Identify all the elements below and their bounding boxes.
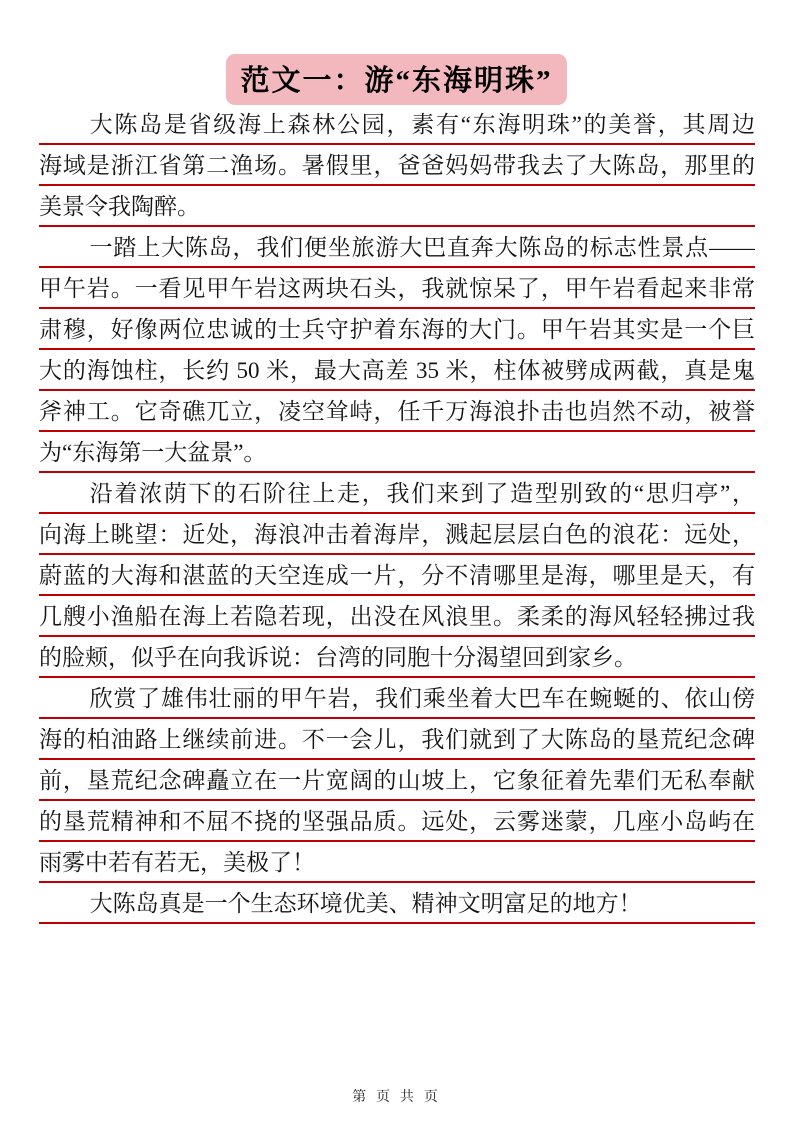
essay-line: 向海上眺望：近处，海浪冲击着海岸，溅起层层白色的浪花：远处，	[39, 514, 755, 555]
essay-line: 的脸颊，似乎在向我诉说：台湾的同胞十分渴望回到家乡。	[39, 637, 755, 678]
essay-line: 甲午岩。一看见甲午岩这两块石头，我就惊呆了，甲午岩看起来非常	[39, 268, 755, 309]
essay-line: 前，垦荒纪念碑矗立在一片宽阔的山坡上，它象征着先辈们无私奉献	[39, 760, 755, 801]
essay-line: 的垦荒精神和不屈不挠的坚强品质。远处，云雾迷蒙，几座小岛屿在	[39, 801, 755, 842]
essay-line: 美景令我陶醉。	[39, 186, 755, 227]
essay-line: 斧神工。它奇礁兀立，凌空耸峙，任千万海浪扑击也岿然不动，被誉	[39, 391, 755, 432]
page-footer: 第 页 共 页	[352, 1088, 441, 1104]
essay-body	[39, 104, 755, 924]
essay-line: 为“东海第一大盆景”。	[39, 432, 755, 473]
essay-line: 海域是浙江省第二渔场。暑假里，爸爸妈妈带我去了大陈岛，那里的	[39, 145, 755, 186]
page-title: 范文一：游“东海明珠”	[226, 54, 566, 105]
essay-line: 海的柏油路上继续前进。不一会儿，我们就到了大陈岛的垦荒纪念碑	[39, 719, 755, 760]
essay-line: 沿着浓荫下的石阶往上走，我们来到了造型别致的“思归亭”，	[39, 473, 755, 514]
title-row	[0, 54, 793, 100]
essay-line: 一踏上大陈岛，我们便坐旅游大巴直奔大陈岛的标志性景点——	[39, 227, 755, 268]
essay-line: 肃穆，好像两位忠诚的士兵守护着东海的大门。甲午岩其实是一个巨	[39, 309, 755, 350]
essay-line: 大陈岛是省级海上森林公园，素有“东海明珠”的美誉，其周边	[39, 104, 755, 145]
essay-line: 雨雾中若有若无，美极了！	[39, 842, 755, 883]
essay-line: 几艘小渔船在海上若隐若现，出没在风浪里。柔柔的海风轻轻拂过我	[39, 596, 755, 637]
essay-line: 大陈岛真是一个生态环境优美、精神文明富足的地方！	[39, 883, 755, 924]
essay-line: 大的海蚀柱，长约 50 米，最大高差 35 米，柱体被劈成两截，真是鬼	[39, 350, 755, 391]
essay-line: 蔚蓝的大海和湛蓝的天空连成一片，分不清哪里是海，哪里是天，有	[39, 555, 755, 596]
essay-line: 欣赏了雄伟壮丽的甲午岩，我们乘坐着大巴车在蜿蜒的、依山傍	[39, 678, 755, 719]
